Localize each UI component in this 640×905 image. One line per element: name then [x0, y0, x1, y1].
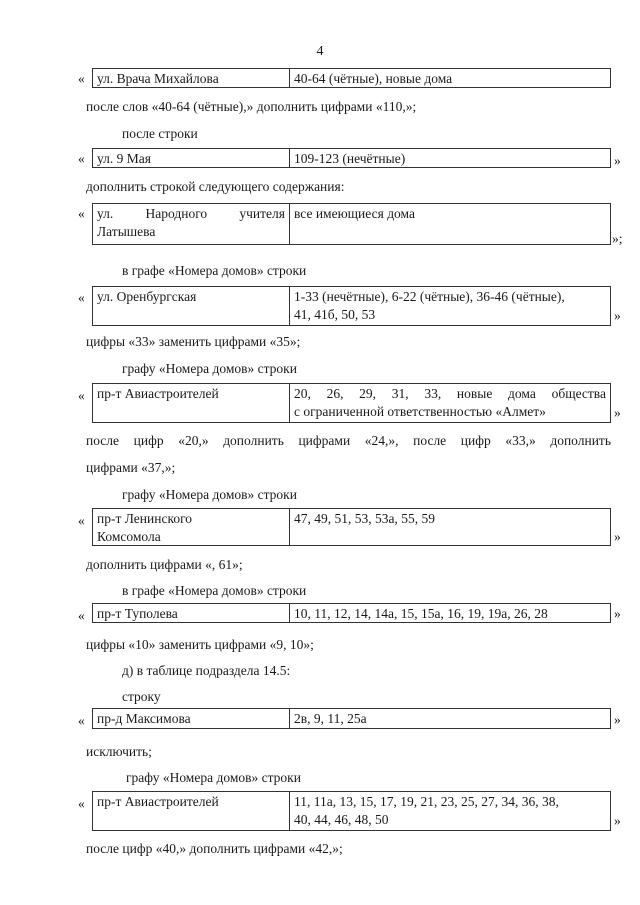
table-row [92, 603, 611, 623]
close-quote: » [614, 405, 621, 420]
street-cell: пр-т Туполева [93, 604, 290, 622]
houses-cell: 41, 41б, 50, 53 [294, 307, 376, 322]
open-quote: « [78, 151, 85, 166]
instruction-text: после цифр «20,» дополнить цифрами «24,», после цифр «33,» дополнить [86, 433, 611, 448]
street-cell: пр-т Авиастроителей [93, 792, 290, 830]
close-quote: » [614, 813, 621, 828]
street-cell: ул. 9 Мая [93, 149, 290, 167]
table-row [92, 68, 611, 88]
open-quote: « [78, 513, 85, 528]
table-row [92, 383, 611, 423]
open-quote: « [78, 713, 85, 728]
table-row [92, 791, 611, 831]
houses-cell: 40, 44, 46, 48, 50 [294, 812, 389, 827]
table-row [92, 508, 611, 546]
instruction-text: в графе «Номера домов» строки [122, 263, 307, 278]
houses-cell: 20, 26, 29, 31, 33, новые дома общества [294, 386, 606, 401]
instruction-text: после цифр «40,» дополнить цифрами «42,»; [86, 841, 343, 856]
page-number: 4 [316, 44, 324, 59]
houses-cell: 11, 11а, 13, 15, 17, 19, 21, 23, 25, 27, 34, 36, 38, [294, 794, 559, 809]
open-quote: « [78, 608, 85, 623]
table-row [92, 286, 611, 326]
instruction-text: цифры «10» заменить цифрами «9, 10»; [86, 637, 314, 652]
close-quote: » [614, 308, 621, 323]
street-cell: пр-т Авиастроителей [93, 384, 290, 422]
close-quote: »; [612, 231, 623, 246]
instruction-text: цифрами «37,»; [86, 460, 176, 475]
street-cell: ул. Народного учителя [97, 206, 285, 221]
close-quote: » [614, 712, 621, 727]
houses-cell: с ограниченной ответственностью «Алмет» [294, 404, 546, 419]
instruction-text: исключить; [86, 744, 152, 759]
table-row [92, 203, 611, 245]
open-quote: « [78, 290, 85, 305]
instruction-text: д) в таблице подраздела 14.5: [122, 663, 291, 678]
instruction-text: дополнить цифрами «, 61»; [86, 557, 243, 572]
houses-cell: 109-123 (нечётные) [294, 151, 406, 166]
table-row [92, 708, 611, 729]
street-cell: Комсомола [97, 529, 161, 544]
instruction-text: дополнить строкой следующего содержания: [86, 179, 345, 194]
table-row [92, 148, 611, 168]
instruction-text: графу «Номера домов» строки [122, 361, 297, 376]
instruction-text: графу «Номера домов» строки [122, 487, 297, 502]
close-quote: » [614, 529, 621, 544]
houses-cell: 1-33 (нечётные), 6-22 (чётные), 36-46 (чётные), [294, 289, 565, 304]
instruction-text: графу «Номера домов» строки [126, 770, 301, 785]
houses-cell: 40-64 (чётные), новые дома [294, 71, 453, 86]
open-quote: « [78, 71, 85, 86]
houses-cell: 10, 11, 12, 14, 14а, 15, 15а, 16, 19, 19а, 26, 28 [294, 606, 548, 621]
houses-cell: 2в, 9, 11, 25а [294, 711, 367, 726]
instruction-text: в графе «Номера домов» строки [122, 583, 307, 598]
street-cell: Латышева [97, 224, 156, 239]
open-quote: « [78, 206, 85, 221]
instruction-text: после строки [122, 126, 198, 141]
open-quote: « [78, 388, 85, 403]
close-quote: » [614, 153, 621, 168]
instruction-text: после слов «40-64 (чётные),» дополнить цифрами «110,»; [86, 99, 417, 114]
instruction-text: строку [122, 689, 161, 704]
close-quote: » [614, 606, 621, 621]
open-quote: « [78, 796, 85, 811]
street-cell: пр-д Максимова [93, 709, 290, 728]
instruction-text: цифры «33» заменить цифрами «35»; [86, 334, 301, 349]
street-cell: ул. Оренбургская [93, 287, 290, 325]
houses-cell: все имеющиеся дома [294, 206, 415, 221]
street-cell: пр-т Ленинского [97, 511, 193, 526]
houses-cell: 47, 49, 51, 53, 53а, 55, 59 [294, 511, 435, 526]
street-cell: ул. Врача Михайлова [93, 69, 290, 87]
